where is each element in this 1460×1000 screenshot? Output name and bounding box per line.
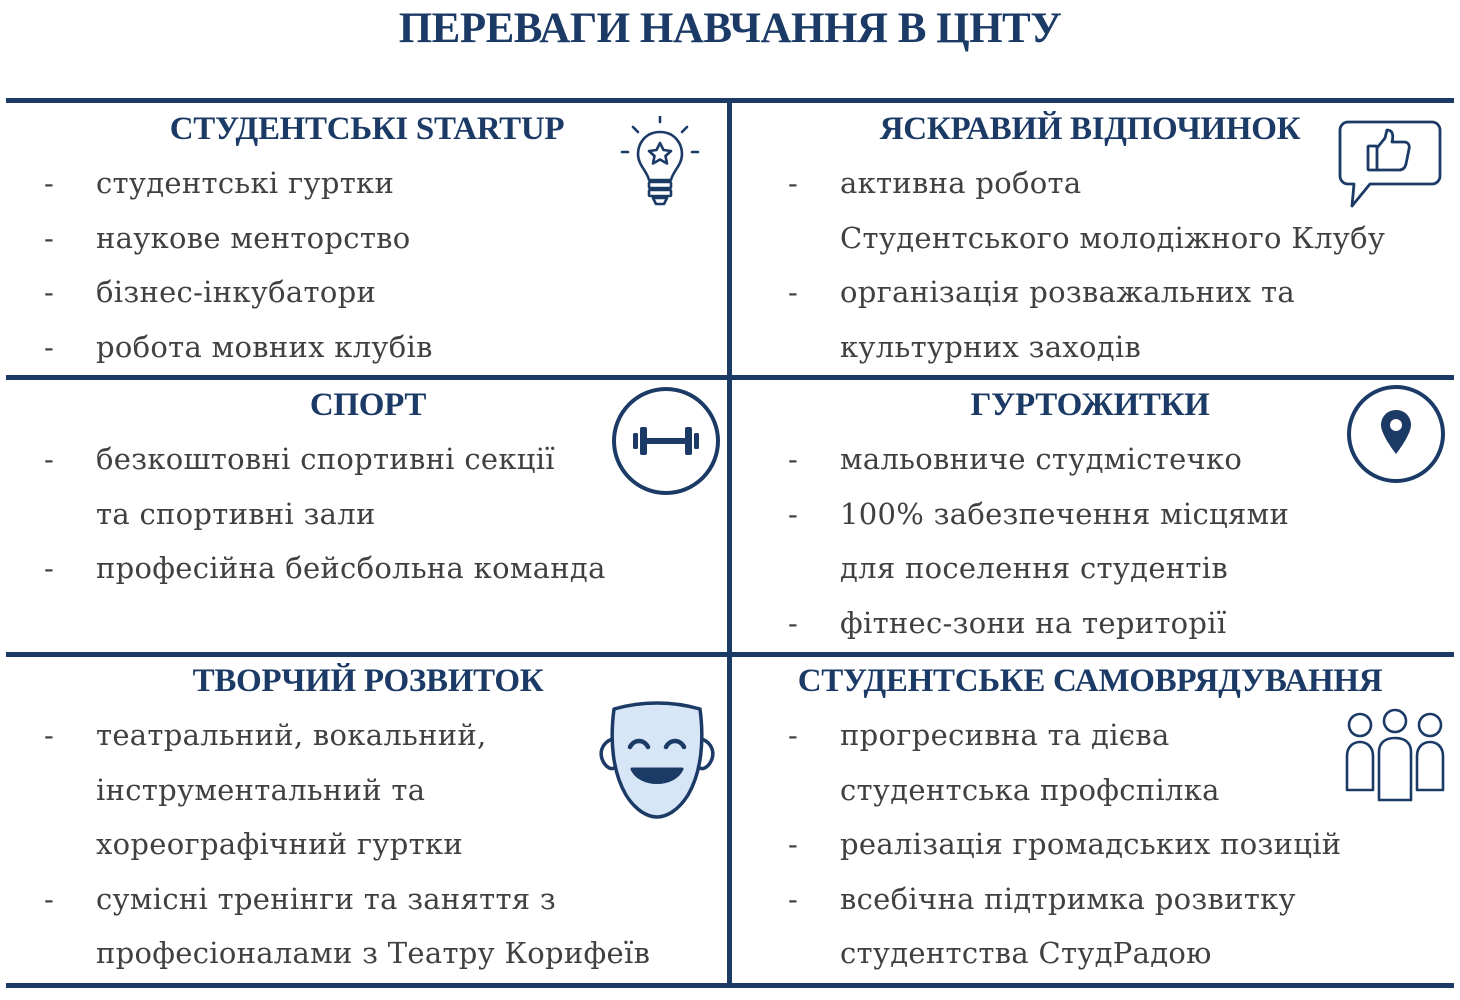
feature-list xyxy=(44,432,606,596)
list-item xyxy=(788,817,1341,872)
bullet-dash: - xyxy=(788,275,798,309)
list-item-line: студентська профспілка xyxy=(840,772,1220,807)
list-item-line: всебічна підтримка розвитку xyxy=(840,881,1296,916)
list-item-text xyxy=(96,708,650,872)
list-item xyxy=(44,320,433,375)
list-item-line: реалізація громадських позицій xyxy=(840,827,1342,861)
bullet-dash: - xyxy=(44,551,54,585)
list-item-line: організація розважальних та xyxy=(840,275,1295,309)
list-item xyxy=(788,156,1385,265)
list-item-text xyxy=(96,541,606,596)
divider-center xyxy=(727,98,732,988)
list-item-text xyxy=(840,432,1289,487)
list-item xyxy=(44,872,650,981)
panel-title: ГУРТОЖИТКИ xyxy=(970,387,1210,423)
list-item-line: бізнес-інкубатори xyxy=(96,275,377,309)
bullet-dash: - xyxy=(44,220,54,255)
list-item-line: мальовниче студмістечко xyxy=(840,442,1243,476)
panel-title: СТУДЕНТСЬКЕ САМОВРЯДУВАННЯ xyxy=(797,663,1383,699)
list-item-text xyxy=(840,708,1341,817)
list-item-line: для поселення студентів xyxy=(840,551,1228,585)
list-item-line: та спортивні зали xyxy=(96,496,376,531)
list-item xyxy=(44,432,606,541)
list-item-text xyxy=(840,265,1385,374)
feature-list xyxy=(788,432,1289,650)
feature-list xyxy=(788,156,1385,374)
page-title: ПЕРЕВАГИ НАВЧАННЯ В ЦНТУ xyxy=(398,5,1062,52)
list-item-line: активна робота xyxy=(840,166,1082,200)
panel-title: ТВОРЧИЙ РОЗВИТОК xyxy=(192,663,544,699)
panel-title: ЯСКРАВИЙ ВІДПОЧИНОК xyxy=(879,111,1301,147)
list-item xyxy=(44,708,650,872)
location-pin-icon xyxy=(1346,384,1446,484)
list-item-text xyxy=(840,872,1341,981)
list-item-line: культурних заходів xyxy=(840,329,1142,364)
bullet-dash: - xyxy=(788,718,798,752)
feature-list xyxy=(788,708,1341,981)
list-item-text xyxy=(96,211,433,266)
bullet-dash: - xyxy=(44,329,54,364)
list-item xyxy=(44,156,433,211)
list-item-text xyxy=(96,320,433,375)
theatre-mask-icon xyxy=(594,699,720,821)
dumbbell-icon xyxy=(611,386,721,496)
bullet-dash: - xyxy=(44,718,54,752)
list-item-line: безкоштовні спортивні секції xyxy=(96,442,555,476)
panel-title: СТУДЕНТСЬКІ STARTUP xyxy=(169,111,565,147)
list-item-line: студентські гуртки xyxy=(96,166,395,200)
list-item xyxy=(788,596,1289,651)
panel-title: СПОРТ xyxy=(309,387,427,423)
bullet-dash: - xyxy=(44,275,54,309)
list-item-line: театральний, вокальний, xyxy=(96,718,487,752)
bullet-dash: - xyxy=(788,442,798,476)
list-item-line: студентства СтудРадою xyxy=(840,936,1212,970)
list-item xyxy=(788,265,1385,374)
list-item xyxy=(788,708,1341,817)
list-item-text xyxy=(840,817,1341,872)
list-item xyxy=(44,265,433,320)
bullet-dash: - xyxy=(788,605,798,640)
bullet-dash: - xyxy=(788,496,798,531)
bullet-dash: - xyxy=(788,881,798,916)
list-item-line: хореографічний гуртки xyxy=(96,827,464,861)
lightbulb-star-icon xyxy=(620,116,700,214)
list-item-text xyxy=(96,432,606,541)
bullet-dash: - xyxy=(44,442,54,476)
list-item-line: сумісні тренінги та заняття з xyxy=(96,881,557,916)
list-item-text xyxy=(96,265,433,320)
list-item-line: робота мовних клубів xyxy=(96,329,433,364)
bullet-dash: - xyxy=(788,827,798,861)
bullet-dash: - xyxy=(44,166,54,200)
list-item-text xyxy=(96,156,433,211)
list-item xyxy=(44,211,433,266)
thumbs-up-speech-bubble-icon xyxy=(1338,118,1442,210)
list-item-text xyxy=(96,872,650,981)
people-group-icon xyxy=(1344,708,1446,804)
list-item-line: професійна бейсбольна команда xyxy=(96,551,606,585)
list-item xyxy=(788,487,1289,596)
list-item-line: 100% забезпечення місцями xyxy=(840,496,1290,531)
list-item-line: Студентського молодіжного Клубу xyxy=(840,220,1386,255)
list-item-line: фітнес-зони на території xyxy=(840,605,1227,640)
bullet-dash: - xyxy=(788,166,798,200)
list-item xyxy=(44,541,606,596)
feature-list xyxy=(44,156,433,374)
feature-list xyxy=(44,708,650,981)
list-item-line: наукове менторство xyxy=(96,220,411,255)
list-item-text xyxy=(840,156,1385,265)
list-item xyxy=(788,872,1341,981)
list-item-line: прогресивна та дієва xyxy=(840,718,1170,752)
list-item-text xyxy=(840,596,1289,651)
list-item-line: інструментальний та xyxy=(96,772,426,807)
list-item-line: професіоналами з Театру Корифеїв xyxy=(96,936,651,970)
list-item-text xyxy=(840,487,1289,596)
bullet-dash: - xyxy=(44,881,54,916)
list-item xyxy=(788,432,1289,487)
